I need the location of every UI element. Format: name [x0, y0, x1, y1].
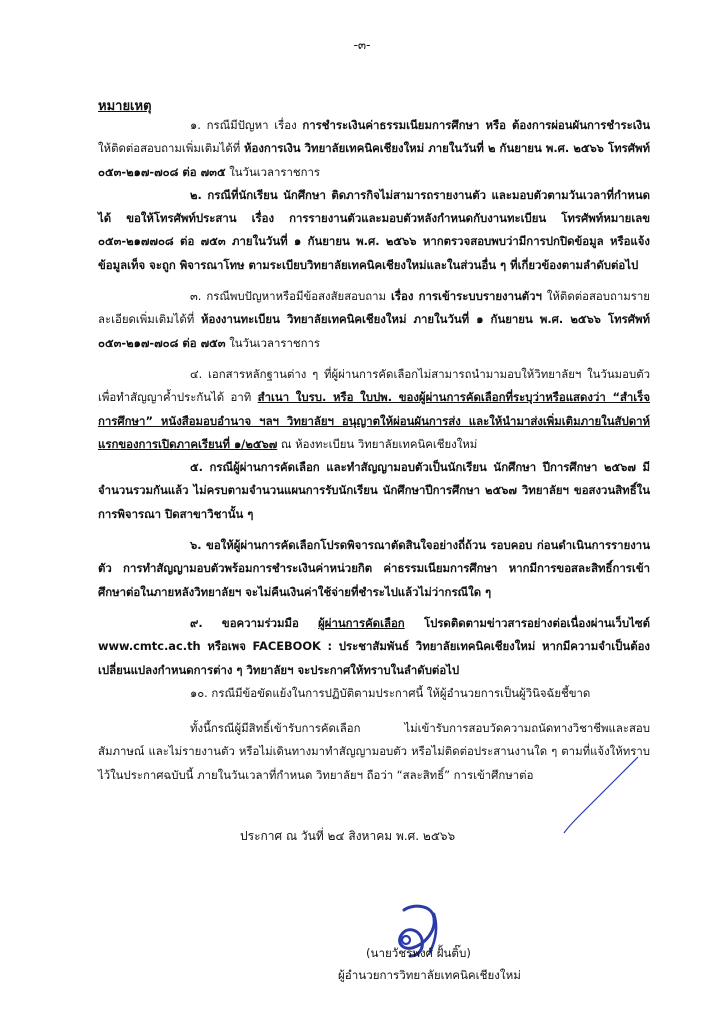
note-3 [98, 285, 650, 355]
note-10: ๑๐. กรณีมีข้อขัดแย้งในการปฏิบัติตามประกาศนี้ ให้ผู้อำนวยการเป็นผู้วินิจฉัยชี้ขาด [190, 685, 591, 700]
note-6: ๖. ขอให้ผู้ผ่านการคัดเลือกโปรดพิจารณาตัดสินใจอย่างถี่ถ้วน รอบคอบ ก่อนดำเนินการรายงานตัว การทำสัญญามอบตัวพร้อมการชำระเงินค่าหน่วยกิต ค่าธรรมเนียมการศึกษา หากมีการขอสละสิทธิ์การเข้าศึกษาต่อในภายหลังวิทยาลัยฯ จะไม่คืนเงินค่าใช้จ่ายที่ชำระไปแล้วไม่ว่ากรณีใด ๆ [98, 538, 650, 599]
note-4-text-end: ณ ห้องทะเบียน วิทยาลัยเทคนิคเชียงใหม่ [277, 436, 478, 451]
note-9-text: ๙. ขอความร่วมมือ [190, 615, 319, 630]
closing-paragraph: ทั้งนี้กรณีผู้มีสิทธิ์เข้ารับการคัดเลือก ไม่เข้ารับการสอบวัดความถนัดทางวิชาชีพและสอบสัมภาษณ์ และไม่รายงานตัว หรือไม่เดินทางมาทำสัญญามอบตัว หรือไม่ติดต่อประสานงานใด ๆ ตามที่แจ้งให้ทราบไว้ในประกาศฉบับนี้ ภายในวันเวลาที่กำหนด วิทยาลัยฯ ถือว่า “สละสิทธิ์” การเข้าศึกษาต่อ [98, 721, 650, 782]
note-5: ๕. กรณีผู้ผ่านการคัดเลือก และทำสัญญามอบตัวเป็นนักเรียน นักศึกษา ปีการศึกษา ๒๕๖๗ มีจำนวนรวมกันแล้ว ไม่ครบตามจำนวนแผนการรับนักเรียน นักศึกษาปีการศึกษา ๒๕๖๗ วิทยาลัยฯ ขอสงวนสิทธิ์ในการพิจารณา ปิดสาขาวิชานั้น ๆ [98, 460, 650, 521]
note-3-bold: เรื่อง การเข้าระบบรายงานตัวฯ [390, 289, 542, 304]
note-9-underlined: ผู้ผ่านการคัดเลือก [318, 615, 405, 630]
note-3-text-end: ในวันเวลาราชการ [225, 335, 321, 350]
signer-title: ผู้อำนวยการวิทยาลัยเทคนิคเชียงใหม่ [338, 968, 521, 982]
announcement-date: ประกาศ ณ วันที่ ๒๔ สิงหาคม พ.ศ. ๒๕๖๖ [240, 829, 456, 843]
note-3-text-mid: ให้ติดต่อสอบถามรายละเอียดเพิ่มเติมได้ที่ [98, 289, 650, 327]
page-number: -๓- [353, 38, 371, 52]
note-4-bold-underlined: สำเนา ใบรบ. หรือ ใบปพ. ของผู้ผ่านการคัดเลือกที่ระบุว่าหรือแสดงว่า “สำเร็จการศึกษา” หนังสือมอบอำนาจ ฯลฯ วิทยาลัยฯ อนุญาตให้ผ่อนผันการส่ง และให้นำมาส่งเพิ่มเติมภายในสัปดาห์แรกของการเปิดภาคเรียนที่ ๑/๒๕๖๗ [98, 390, 650, 451]
note-4 [98, 363, 650, 456]
note-1-text: ๑. กรณีมีปัญหา เรื่อง [190, 118, 303, 132]
note-1-bold: การชำระเงินค่าธรรมเนียมการศึกษา หรือ ต้องการผ่อนผันการชำระเงิน [302, 118, 651, 132]
note-2: ๒. กรณีที่นักเรียน นักศึกษา ติดภารกิจไม่สามารถรายงานตัว และมอบตัวตามวันเวลาที่กำหนดได้ ขอให้โทรศัพท์ประสาน เรื่อง การรายงานตัวและมอบตัวหลังกำหนดกับงานทะเบียน โทรศัพท์หมายเลข ๐๕๓-๒๑๗๗๐๘ ต่อ ๗๕๓ ภายในวันที่ ๑ กันยายน พ.ศ. ๒๕๖๖ หากตรวจสอบพบว่ามีการปกปิดข้อมูล หรือแจ้งข้อมูลเท็จ จะถูก พิจารณาโทษ ตามระเบียบวิทยาลัยเทคนิคเชียงใหม่และในส่วนอื่น ๆ ที่เกี่ยวข้องตามลำดับต่อไป [98, 187, 650, 272]
note-3-bold-contact: ห้องงานทะเบียน วิทยาลัยเทคนิคเชียงใหม่ ภายในวันที่ ๑ กันยายน พ.ศ. ๒๕๖๖ โทรศัพท์ ๐๕๓-๒๑๗-๗๐๘ ต่อ ๗๕๓ [98, 312, 650, 350]
notes-body [98, 114, 650, 787]
note-1-bold-contact: ห้องการเงิน วิทยาลัยเทคนิคเชียงใหม่ ภายในวันที่ ๒ กันยายน พ.ศ. ๒๕๖๖ โทรศัพท์ ๐๕๓-๒๑๗-๗๐๘ ต่อ ๗๓๕ [98, 141, 650, 179]
note-4-text: ๔. เอกสารหลักฐานต่าง ๆ ที่ผู้ผ่านการคัดเลือกไม่สามารถนำมามอบให้วิทยาลัยฯ ในวันมอบตัวเพื่อทำสัญญาค้ำประกันได้ อาทิ [98, 366, 650, 405]
note-1-text-end: ในวันเวลาราชการ [225, 164, 321, 179]
notes-heading: หมายเหตุ [98, 99, 152, 114]
note-9-text-end: โปรดติดตามข่าวสารอย่างต่อเนื่องผ่านเว็บไซต์ www.cmtc.ac.th หรือเพจ FACEBOOK : ประชาสัมพันธ์ วิทยาลัยเทคนิคเชียงใหม่ หากมีความจำเป็นต้องเปลี่ยนแปลงกำหนดการต่าง ๆ วิทยาลัยฯ จะประกาศให้ทราบในลำดับต่อไป [98, 615, 650, 677]
signer-name: (นายวัชรพงศ์ ฝั้นติ๊บ) [366, 946, 471, 960]
pen-stroke-mark [520, 755, 640, 835]
note-3-text: ๓. กรณีพบปัญหาหรือมีข้อสงสัยสอบถาม [190, 289, 391, 304]
note-1 [98, 114, 650, 184]
note-1-text-mid: ให้ติดต่อสอบถามเพิ่มเติมได้ที่ [98, 141, 245, 156]
note-9 [98, 612, 650, 682]
